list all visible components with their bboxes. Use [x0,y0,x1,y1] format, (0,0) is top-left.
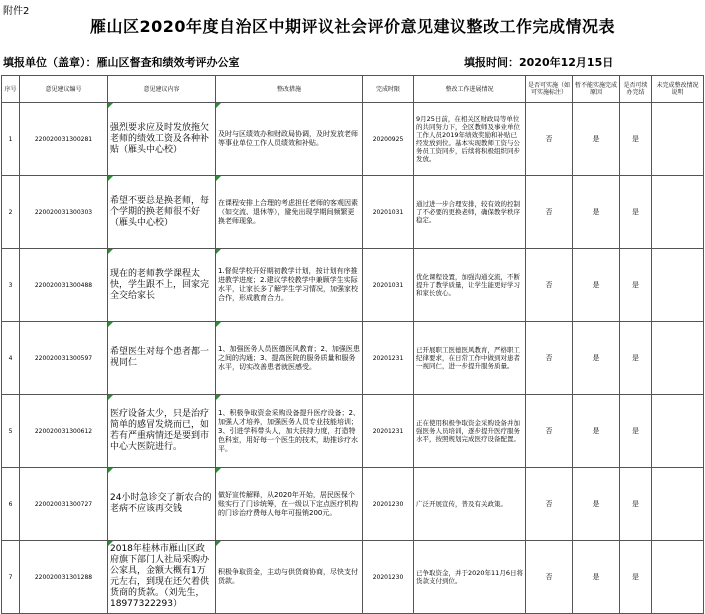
suggestion-content-text: 强烈要求应及时发放拖欠老师的绩效工资及各种补贴（雁头中心校） [110,122,210,155]
suggestion-content [108,249,216,322]
suggestion-content [108,468,216,541]
progress-status: 正在使用积极争取资金采购设备并加强医务人员培训，逐步提升医疗服务水平，按照规划完成医疗设备配置。 [414,395,526,468]
renew-flag: 是 [620,541,652,614]
comment-marker-icon [216,249,221,254]
renew-flag: 是 [620,322,652,395]
page-title: 雁山区2020年度自治区中期评议社会评价意见建议整改工作完成情况表 [89,17,616,36]
suggestion-number: 220020031301288 [20,541,108,614]
suggestion-number: 220020031300281 [20,103,108,176]
comment-marker-icon [108,249,113,254]
suggestion-number: 220020031300488 [20,249,108,322]
comment-marker-icon [216,322,221,327]
rectification-measure [216,103,363,176]
implementable-flag: 否 [526,176,573,249]
row-seq: 3 [2,249,20,322]
filing-date: 填报时间：2020年12月15日 [464,56,614,69]
filing-unit: 填报单位（盖章）：雁山区督查和绩效考评办公室 [3,56,240,69]
suggestion-number: 220020031300612 [20,395,108,468]
progress-status: 通过进一步合理安排，较有效的控制了不必要的更换老师，确保教学秩序稳定。 [414,176,526,249]
reason-flag: 是 [573,322,620,395]
reason-flag: 是 [573,176,620,249]
note [652,103,704,176]
rectification-measure [216,176,363,249]
suggestion-content [108,322,216,395]
progress-status: 优化课程设置，加强沟通交流，不断提升了教学质量，让学生能更好学习和家长放心。 [414,249,526,322]
renew-flag: 是 [620,176,652,249]
column-header: 意见建议内容 [108,76,216,103]
deadline: 20201031 [363,176,414,249]
column-header: 是否可实施（如可实施标注） [526,76,573,103]
deadline: 20201230 [363,541,414,614]
comment-marker-icon [108,176,113,181]
rectification-measure-text: 1、积极争取资金采购设备提升医疗设备；2、加强人才培养，加强医务人员专业技能培训；3、引进学科带头人，加大扶持力度，打造特色科室，用好每一个医生的技术，助推诊疗水平。 [218,408,360,453]
progress-status: 已争取资金，并于2020年11月6日将货款支付到位。 [414,541,526,614]
rectification-measure-text: 1.督促学校开好期初教学计划，按计划有序推进教学进度；2.建议学校教学中兼顾学生实际水平，让家长多了解学生学习情况，加强家校合作，形成教育合力。 [218,267,358,302]
note [652,249,704,322]
suggestion-content-text: 现在的老师教学课程太快，学生跟不上，回家完全交给家长 [110,268,210,301]
suggestion-content [108,541,216,614]
comment-marker-icon [216,395,221,400]
note [652,468,704,541]
reason-flag: 是 [573,103,620,176]
row-seq: 7 [2,541,20,614]
comment-marker-icon [216,103,221,108]
reason-flag: 是 [573,468,620,541]
table-row [2,176,704,249]
rectification-measure-text: 做好宣传解释，从2020年开始，居民医保个账实行了门诊统筹，在一级以下定点医疗机构的门诊治疗费每人每年可报销200元。 [218,490,358,517]
column-header: 未完成整改情况说明 [652,76,704,103]
suggestion-content-text: 24小时急诊交了新农合的老病不应该再交钱 [110,493,212,514]
implementable-flag: 否 [526,468,573,541]
comment-marker-icon [108,468,113,473]
suggestion-content [108,103,216,176]
rectification-measure [216,395,363,468]
table-header-row [2,76,704,103]
implementable-flag: 否 [526,249,573,322]
implementable-flag: 否 [526,395,573,468]
comment-marker-icon [216,541,221,546]
suggestion-content [108,176,216,249]
rectification-measure [216,322,363,395]
table-row [2,395,704,468]
row-seq: 2 [2,176,20,249]
table-row [2,468,704,541]
comment-marker-icon [216,176,221,181]
comment-marker-icon [108,322,113,327]
suggestion-number: 220020031300303 [20,176,108,249]
suggestion-content [108,395,216,468]
suggestion-content-text: 希望不要总是换老师，每个学期的换老师很不好（雁头中心校） [110,195,210,228]
rectification-table [1,75,704,614]
progress-status: 已开展职工医德医风教育，严格职工纪律要求，在日常工作中做到对患者一视同仁，进一步提升服务质量。 [414,322,526,395]
rectification-measure [216,541,363,614]
reason-flag: 是 [573,541,620,614]
implementable-flag: 否 [526,322,573,395]
deadline: 20201031 [363,249,414,322]
column-header: 是否可续办完结 [620,76,652,103]
comment-marker-icon [108,541,113,546]
progress-status: 广泛开展宣传，普及有关政策。 [414,468,526,541]
note [652,541,704,614]
renew-flag: 是 [620,395,652,468]
row-seq: 4 [2,322,20,395]
rectification-measure-text: 及时与区绩效办和财政局协调，及时发放老师等事业单位工作人员绩效和补贴。 [218,130,358,147]
row-seq: 5 [2,395,20,468]
comment-marker-icon [108,395,113,400]
column-header: 完成时限 [363,76,414,103]
reason-flag: 是 [573,395,620,468]
suggestion-content-text: 希望医生对每个患者都一视同仁 [110,347,210,368]
deadline: 20201231 [363,395,414,468]
deadline: 20201231 [363,322,414,395]
note [652,176,704,249]
note [652,395,704,468]
row-seq: 1 [2,103,20,176]
rectification-measure-text: 1、加强医务人员医德医风教育；2、加强医患之间的沟通；3、提高医院的服务质量和服务水平，切实改善患者就医感受。 [218,344,360,371]
table-row [2,103,704,176]
reason-flag: 是 [573,249,620,322]
attachment-label: 附件2 [3,6,30,17]
deadline: 20200925 [363,103,414,176]
comment-marker-icon [216,468,221,473]
column-header: 意见建议编号 [20,76,108,103]
column-header: 整改措施 [216,76,363,103]
rectification-measure-text: 在课程安排上合理的考虑担任老师的客观因素（如交流、退休等），避免出现学期间频繁更换老师现象。 [218,198,358,225]
row-seq: 6 [2,468,20,541]
comment-marker-icon [108,103,113,108]
renew-flag: 是 [620,249,652,322]
implementable-flag: 否 [526,103,573,176]
suggestion-content-text: 医疗设备太少，只是治疗简单的感冒发烧而已，如若有严重病情还是要到市中心大医院进行。 [110,409,210,452]
table-row [2,541,704,614]
deadline: 20201230 [363,468,414,541]
renew-flag: 是 [620,103,652,176]
column-header: 暂不能实施完成原因 [573,76,620,103]
suggestion-number: 220020031300597 [20,322,108,395]
progress-status: 9月25日前，在相关区财政局等单位的共同努力下，全区教师及事业单位工作人员2019年绩效奖励和补贴已经发放到位。基本实现教师工资与公务员工资同步，后续将积极组织同步发放。 [414,103,526,176]
rectification-measure-text: 积极争取资金，主动与供货商协商，尽快支付货款。 [218,568,358,585]
column-header: 整改工作进展情况 [414,76,526,103]
suggestion-number: 220020031300727 [20,468,108,541]
rectification-measure [216,468,363,541]
column-header: 序号 [2,76,20,103]
table-row [2,322,704,395]
implementable-flag: 否 [526,541,573,614]
note [652,322,704,395]
suggestion-content-text: 2018年桂林市雁山区政府旗下部门人社局采购办公家具，金额大概有1万元左右，到现在还欠着供货商的货款。（刘先生，18977322293） [110,544,210,609]
renew-flag: 是 [620,468,652,541]
rectification-measure [216,249,363,322]
table-row [2,249,704,322]
